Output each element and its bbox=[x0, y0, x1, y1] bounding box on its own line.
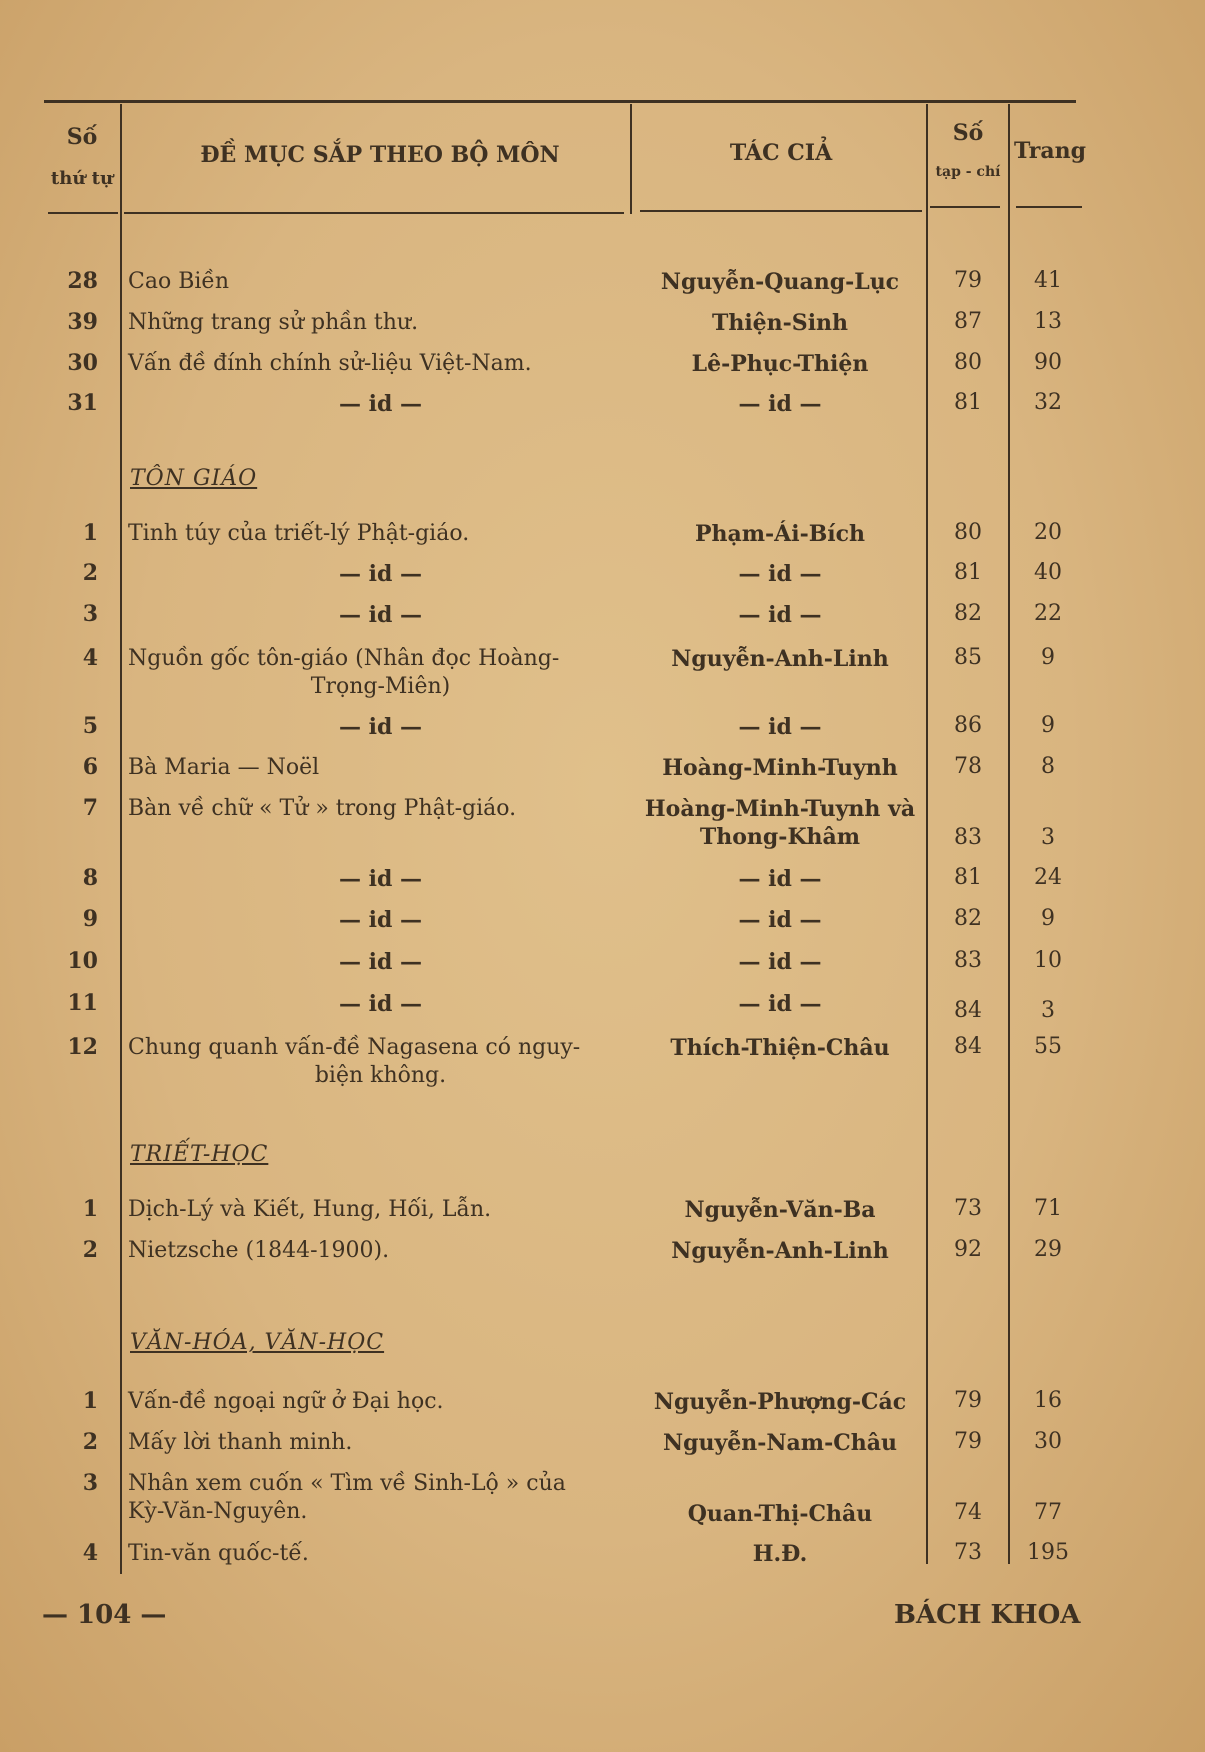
page-number: — 104 — bbox=[42, 1600, 167, 1630]
header-author: TÁC CIẢ bbox=[729, 140, 833, 166]
row-title: Những trang sử phần thư. bbox=[128, 310, 419, 335]
row-author: Nguyễn-Anh-Linh bbox=[671, 646, 889, 672]
row-author: — id — bbox=[738, 714, 822, 740]
row-title: — id — bbox=[338, 866, 423, 892]
row-issue: 79 bbox=[954, 268, 982, 293]
column-divider-title-header bbox=[630, 104, 632, 214]
header-underline-issue bbox=[930, 206, 1000, 208]
row-title: — id — bbox=[338, 714, 423, 740]
row-issue: 87 bbox=[954, 309, 982, 334]
row-author: Lê-Phục-Thiện bbox=[691, 351, 869, 377]
row-author: Phạm-Ái-Bích bbox=[694, 521, 866, 547]
row-title bbox=[128, 645, 633, 701]
row-title: — id — bbox=[338, 561, 423, 587]
header-underline-author bbox=[640, 210, 922, 212]
row-number: 2 bbox=[82, 1429, 98, 1455]
top-rule bbox=[44, 100, 1076, 103]
row-number: 2 bbox=[82, 560, 98, 586]
row-number: 11 bbox=[67, 990, 98, 1016]
row-title: Bàn về chữ « Tử » trong Phật-giáo. bbox=[128, 796, 517, 821]
row-page: 90 bbox=[1034, 350, 1062, 375]
row-author: Thích-Thiện-Châu bbox=[670, 1035, 890, 1061]
row-author: — id — bbox=[738, 949, 822, 975]
row-author: — id — bbox=[738, 907, 822, 933]
row-title: — id — bbox=[338, 602, 423, 628]
row-number: 1 bbox=[82, 520, 98, 546]
row-number: 4 bbox=[82, 645, 98, 671]
row-title: Cao Biền bbox=[128, 269, 230, 294]
header-underline-title bbox=[124, 212, 624, 214]
row-title: — id — bbox=[338, 907, 423, 933]
row-page: 10 bbox=[1034, 948, 1062, 973]
row-issue: 73 bbox=[954, 1196, 982, 1221]
row-number: 3 bbox=[82, 1470, 98, 1496]
row-issue: 83 bbox=[954, 825, 982, 850]
row-page: 9 bbox=[1041, 645, 1055, 670]
header-num-line2: thứ tự bbox=[50, 168, 114, 189]
row-page: 55 bbox=[1034, 1034, 1062, 1059]
row-issue: 73 bbox=[954, 1540, 982, 1565]
row-number: 5 bbox=[82, 713, 98, 739]
row-title: Dịch-Lý và Kiết, Hung, Hối, Lẫn. bbox=[128, 1197, 492, 1222]
row-author: Thiện-Sinh bbox=[711, 310, 849, 336]
row-author: Nguyễn-Anh-Linh bbox=[671, 1238, 889, 1264]
row-title: Tinh túy của triết-lý Phật-giáo. bbox=[128, 521, 470, 546]
row-page: 13 bbox=[1034, 309, 1062, 334]
header-underline-num bbox=[48, 212, 118, 214]
header-issue-line2: tạp - chí bbox=[935, 164, 1001, 180]
row-title-line2: biện không. bbox=[314, 1063, 447, 1088]
row-number: 6 bbox=[82, 754, 98, 780]
row-title-line1: Chung quanh vấn-đề Nagasena có nguy- bbox=[128, 1035, 581, 1060]
row-author: Nguyễn-Văn-Ba bbox=[684, 1197, 876, 1223]
row-title bbox=[128, 1034, 633, 1090]
row-number: 7 bbox=[82, 795, 98, 821]
row-issue: 86 bbox=[954, 713, 982, 738]
magazine-name: BÁCH KHOA bbox=[894, 1600, 1081, 1630]
row-number: 4 bbox=[82, 1540, 98, 1566]
row-author-line1: Hoàng-Minh-Tuynh và bbox=[644, 796, 916, 822]
section-heading-philosophy: TRIẾT-HỌC bbox=[130, 1142, 269, 1167]
row-author: — id — bbox=[738, 391, 822, 417]
row-number: 28 bbox=[67, 268, 98, 294]
row-page: 3 bbox=[1041, 825, 1055, 850]
row-number: 39 bbox=[67, 309, 98, 335]
row-number: 8 bbox=[82, 865, 98, 891]
row-page: 9 bbox=[1041, 906, 1055, 931]
row-author: Nguyễn-Nam-Châu bbox=[663, 1430, 897, 1456]
row-page: 20 bbox=[1034, 520, 1062, 545]
row-page: 29 bbox=[1034, 1237, 1062, 1262]
row-author-line2: Thong-Khâm bbox=[699, 824, 861, 850]
row-author bbox=[640, 795, 920, 851]
row-title: Nietzsche (1844-1900). bbox=[128, 1238, 390, 1263]
row-page: 71 bbox=[1034, 1196, 1062, 1221]
row-title: Mấy lời thanh minh. bbox=[128, 1430, 353, 1455]
section-heading-culture: VĂN-HÓA, VĂN-HỌC bbox=[130, 1330, 385, 1355]
row-title-line1: Nhân xem cuốn « Tìm về Sinh-Lộ » của bbox=[128, 1471, 566, 1496]
row-author: Nguyễn-Phượng-Các bbox=[653, 1389, 907, 1415]
row-page: 8 bbox=[1041, 754, 1055, 779]
row-title: Bà Maria — Noël bbox=[128, 755, 320, 780]
row-title: — id — bbox=[338, 949, 423, 975]
row-issue: 80 bbox=[954, 520, 982, 545]
row-author: Hoàng-Minh-Tuynh bbox=[662, 755, 898, 781]
row-issue: 81 bbox=[954, 390, 982, 415]
row-author: — id — bbox=[738, 561, 822, 587]
row-title-line1: Nguồn gốc tôn-giáo (Nhân đọc Hoàng- bbox=[128, 646, 560, 671]
row-page: 16 bbox=[1034, 1388, 1062, 1413]
row-page: 40 bbox=[1034, 560, 1062, 585]
row-issue: 82 bbox=[954, 601, 982, 626]
header-title: ĐỀ MỤC SẮP THEO BỘ MÔN bbox=[200, 142, 560, 168]
row-issue: 79 bbox=[954, 1388, 982, 1413]
row-author: Quan-Thị-Châu bbox=[687, 1501, 873, 1527]
row-title: Vấn đề đính chính sử-liệu Việt-Nam. bbox=[128, 351, 532, 376]
row-issue: 82 bbox=[954, 906, 982, 931]
row-issue: 80 bbox=[954, 350, 982, 375]
row-issue: 81 bbox=[954, 865, 982, 890]
row-title: Tin-văn quốc-tế. bbox=[128, 1541, 309, 1566]
row-number: 30 bbox=[67, 350, 98, 376]
header-page: Trang bbox=[1014, 138, 1086, 164]
row-page: 30 bbox=[1034, 1429, 1062, 1454]
row-issue: 81 bbox=[954, 560, 982, 585]
row-issue: 85 bbox=[954, 645, 982, 670]
row-page: 22 bbox=[1034, 601, 1062, 626]
row-number: 2 bbox=[82, 1237, 98, 1263]
row-number: 12 bbox=[67, 1034, 98, 1060]
row-author: Nguyễn-Quang-Lục bbox=[660, 269, 900, 295]
row-page: 195 bbox=[1027, 1540, 1069, 1565]
row-author: H.Đ. bbox=[752, 1541, 808, 1567]
row-issue: 74 bbox=[954, 1500, 982, 1525]
row-title: — id — bbox=[338, 391, 423, 417]
column-divider-num bbox=[120, 104, 122, 1574]
row-title-line2: Kỳ-Văn-Nguyên. bbox=[128, 1499, 308, 1524]
row-issue: 78 bbox=[954, 754, 982, 779]
row-author: — id — bbox=[738, 866, 822, 892]
row-number: 10 bbox=[67, 948, 98, 974]
section-heading-religion: TÔN GIÁO bbox=[130, 466, 258, 491]
row-issue: 84 bbox=[954, 1034, 982, 1059]
row-issue: 84 bbox=[954, 998, 982, 1023]
row-issue: 92 bbox=[954, 1237, 982, 1262]
row-number: 9 bbox=[82, 906, 98, 932]
row-author: — id — bbox=[738, 991, 822, 1017]
row-page: 3 bbox=[1041, 998, 1055, 1023]
column-divider-author bbox=[926, 104, 928, 1564]
row-issue: 79 bbox=[954, 1429, 982, 1454]
row-title: Vấn-đề ngoại ngữ ở Đại học. bbox=[128, 1389, 444, 1414]
row-issue: 83 bbox=[954, 948, 982, 973]
row-page: 41 bbox=[1034, 268, 1062, 293]
header-underline-page bbox=[1016, 206, 1082, 208]
row-title: — id — bbox=[338, 991, 423, 1017]
row-title bbox=[128, 1470, 633, 1526]
row-title-line2: Trọng-Miên) bbox=[310, 674, 451, 699]
header-num-line1: Số bbox=[66, 124, 98, 150]
row-number: 3 bbox=[82, 601, 98, 627]
row-page: 9 bbox=[1041, 713, 1055, 738]
row-page: 24 bbox=[1034, 865, 1062, 890]
row-number: 1 bbox=[82, 1388, 98, 1414]
row-page: 77 bbox=[1034, 1500, 1062, 1525]
row-author: — id — bbox=[738, 602, 822, 628]
row-number: 1 bbox=[82, 1196, 98, 1222]
header-issue-line1: Số bbox=[952, 120, 984, 146]
row-page: 32 bbox=[1034, 390, 1062, 415]
row-number: 31 bbox=[67, 390, 98, 416]
